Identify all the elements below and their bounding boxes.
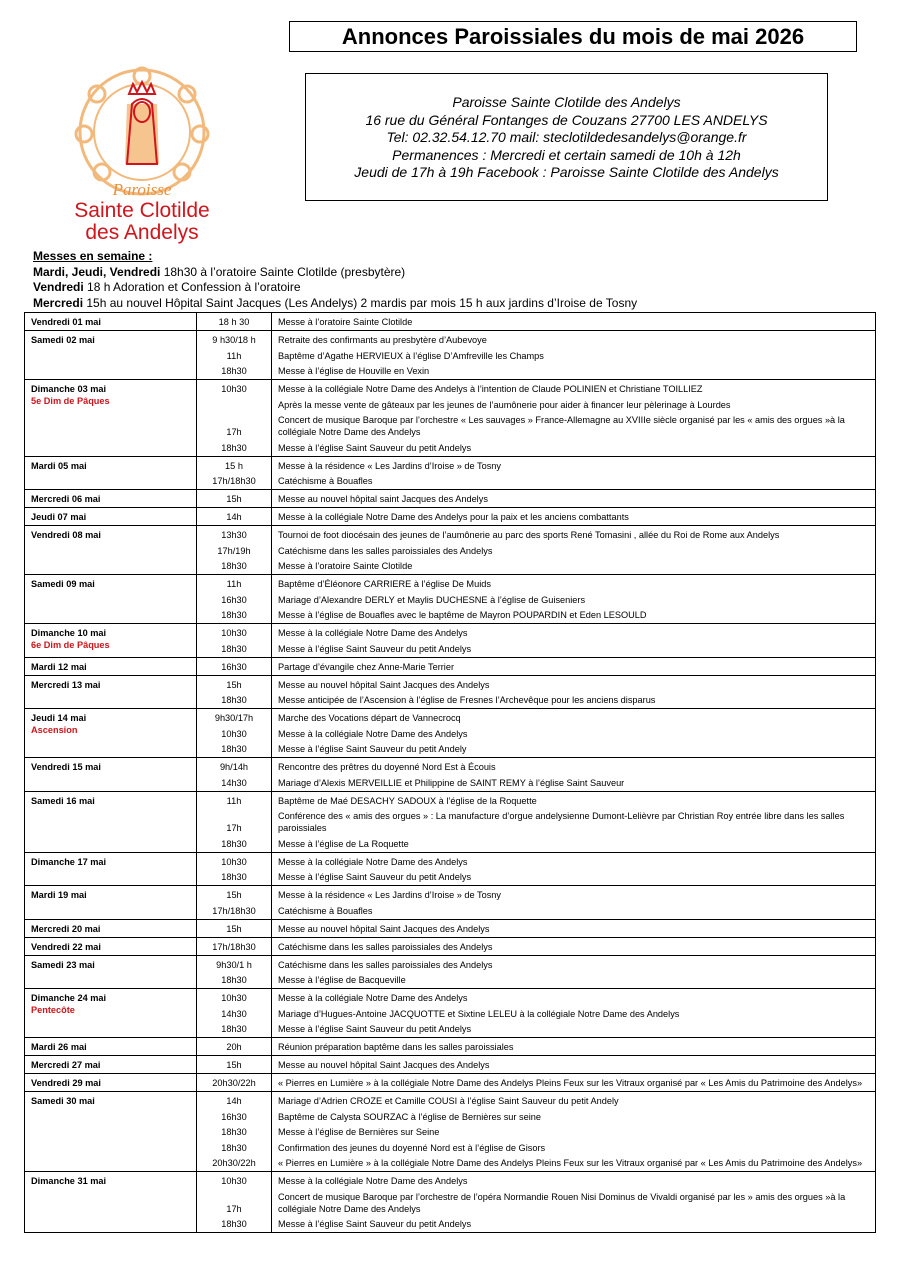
day-label: Vendredi 15 mai bbox=[31, 762, 101, 772]
event-time: 9 h30/18 h bbox=[212, 335, 256, 345]
day-label: Samedi 16 mai bbox=[31, 795, 95, 806]
event-description: Messe à la collégiale Notre Dame des Andelys bbox=[278, 728, 468, 739]
day-cell bbox=[25, 508, 197, 526]
table-row bbox=[25, 955, 876, 989]
time-cell bbox=[197, 313, 272, 331]
event-time: 17h bbox=[226, 427, 242, 437]
table-row bbox=[25, 919, 876, 937]
event-description: Conférence des « amis des orgues » : La manufacture d’orgue andelysienne Dumont-Lelièvre par Christian Roy entrée libre dans les salles paroissiales bbox=[278, 811, 845, 833]
table-row bbox=[25, 1056, 876, 1074]
logo-line2: Sainte Clotilde bbox=[74, 199, 210, 222]
event-description: Marche des Vocations départ de Vannecrocq bbox=[278, 713, 461, 723]
table-row bbox=[25, 1092, 876, 1172]
weekday-line bbox=[33, 280, 637, 296]
day-cell bbox=[25, 331, 197, 380]
event-time: 18h30 bbox=[221, 610, 247, 620]
event-time: 18h30 bbox=[221, 1219, 247, 1229]
description-cell bbox=[272, 791, 876, 852]
table-row bbox=[25, 758, 876, 792]
table-row bbox=[25, 1038, 876, 1056]
event-description: Messe au nouvel hôpital Saint Jacques des Andelys bbox=[278, 1060, 490, 1070]
event-time: 17h bbox=[226, 823, 242, 833]
event-description: Messe à l’église de La Roquette bbox=[278, 838, 409, 849]
table-row bbox=[25, 989, 876, 1038]
day-label: Mardi 19 mai bbox=[31, 890, 87, 900]
event-description: Mariage d’Hugues-Antoine JACQUOTTE et Sixtine LELEU à la collégiale Notre Dame des Andelys bbox=[278, 1008, 680, 1019]
event-time: 16h30 bbox=[221, 661, 247, 672]
day-cell bbox=[25, 709, 197, 758]
time-cell bbox=[197, 508, 272, 526]
event-description: Messe à l’église de Bouafles avec le baptême de Mayron POUPARDIN et Eden LESOULD bbox=[278, 610, 647, 620]
event-description: Messe au nouvel hôpital Saint Jacques des Andelys bbox=[278, 923, 490, 934]
table-row bbox=[25, 456, 876, 490]
day-label: Mardi 05 mai bbox=[31, 460, 87, 471]
logo-line3: des Andelys bbox=[85, 221, 199, 244]
day-label: Mercredi 27 mai bbox=[31, 1060, 101, 1070]
weekday-day: Vendredi bbox=[33, 280, 84, 294]
table-row bbox=[25, 1074, 876, 1092]
day-cell bbox=[25, 456, 197, 490]
rose-window-icon bbox=[47, 64, 237, 244]
weekday-line bbox=[33, 265, 637, 281]
contact-line: Permanences : Mercredi et certain samedi de 10h à 12h bbox=[392, 146, 741, 163]
time-cell bbox=[197, 852, 272, 886]
event-description: Messe à la collégiale Notre Dame des Andelys bbox=[278, 628, 468, 638]
day-label: Vendredi 29 mai bbox=[31, 1078, 101, 1088]
day-label: Dimanche 10 mai bbox=[31, 628, 107, 638]
event-time: 18h30 bbox=[221, 744, 247, 754]
event-description: Concert de musique Baroque par l’orchestre « Les sauvages » France-Allemagne au XVIIIe siècle organisé par les « amis des orgues »à la collégiale Notre Dame des Andelys bbox=[278, 415, 845, 437]
day-cell bbox=[25, 937, 197, 955]
contact-line: Jeudi de 17h à 19h Facebook : Paroisse Sainte Clotilde des Andelys bbox=[354, 164, 779, 180]
table-row bbox=[25, 490, 876, 508]
time-cell bbox=[197, 937, 272, 955]
description-cell bbox=[272, 989, 876, 1038]
event-description: Messe à l’église de Bernières sur Seine bbox=[278, 1127, 440, 1137]
table-row bbox=[25, 791, 876, 852]
event-description: Messe à l’église Saint Sauveur du petit Andelys bbox=[278, 872, 472, 882]
event-description: Mariage d’Alexis MERVEILLIE et Philippine de SAINT REMY à l’église Saint Sauveur bbox=[278, 777, 625, 788]
event-description: Messe à l’église Saint Sauveur du petit Andelys bbox=[278, 1219, 472, 1229]
description-cell bbox=[272, 1038, 876, 1056]
contact-box bbox=[305, 73, 828, 201]
description-cell bbox=[272, 380, 876, 457]
parish-logo bbox=[47, 64, 237, 244]
table-row bbox=[25, 675, 876, 709]
event-time: 11h bbox=[226, 350, 242, 361]
event-time: 17h bbox=[226, 1203, 242, 1214]
event-description: Catéchisme à Bouafles bbox=[278, 905, 373, 916]
event-time: 17h/18h30 bbox=[212, 905, 256, 916]
day-cell bbox=[25, 919, 197, 937]
event-description: Messe à l’église de Bacqueville bbox=[278, 975, 406, 985]
day-cell bbox=[25, 1172, 197, 1233]
event-time: 20h bbox=[226, 1042, 242, 1052]
day-cell bbox=[25, 1038, 197, 1056]
day-label: Dimanche 03 mai bbox=[31, 384, 107, 394]
table-row bbox=[25, 1172, 876, 1233]
day-cell bbox=[25, 1056, 197, 1074]
time-cell bbox=[197, 490, 272, 508]
event-time: 17h/18h30 bbox=[212, 941, 256, 952]
event-description: Messe à la collégiale Notre Dame des Andelys bbox=[278, 1176, 468, 1186]
event-time: 18h30 bbox=[221, 975, 247, 985]
description-cell bbox=[272, 955, 876, 989]
day-label: Jeudi 07 mai bbox=[31, 512, 87, 522]
description-cell bbox=[272, 331, 876, 380]
day-cell bbox=[25, 380, 197, 457]
event-time: 18h30 bbox=[221, 695, 247, 705]
event-time: 17h/18h30 bbox=[212, 476, 256, 486]
day-label: Dimanche 24 mai bbox=[31, 993, 107, 1003]
event-time: 14h bbox=[226, 1096, 242, 1106]
description-cell bbox=[272, 1172, 876, 1233]
event-time: 18 h 30 bbox=[218, 317, 250, 327]
event-time: 9h30/17h bbox=[214, 713, 254, 723]
description-cell bbox=[272, 1092, 876, 1172]
event-description: Messe à la collégiale Notre Dame des Andelys pour la paix et les anciens combattants bbox=[278, 512, 629, 522]
event-time: 18h30 bbox=[221, 442, 247, 453]
day-cell bbox=[25, 624, 197, 658]
day-cell bbox=[25, 791, 197, 852]
table-row bbox=[25, 380, 876, 457]
event-description: Messe à l’oratoire Sainte Clotilde bbox=[278, 317, 413, 327]
table-row bbox=[25, 852, 876, 886]
table-row bbox=[25, 508, 876, 526]
description-cell bbox=[272, 886, 876, 920]
event-time: 18h30 bbox=[221, 561, 247, 571]
event-time: 15 h bbox=[225, 460, 243, 471]
event-description: Messe à l’église de Houville en Vexin bbox=[278, 366, 430, 376]
day-label: Mercredi 13 mai bbox=[31, 679, 101, 690]
weekday-day: Mercredi bbox=[33, 295, 84, 310]
description-cell bbox=[272, 526, 876, 575]
event-time bbox=[203, 399, 265, 411]
time-cell bbox=[197, 1172, 272, 1233]
event-description: Après la messe vente de gâteaux par les jeunes de l’aumônerie pour aider à financer leur pèlerinage à Lourdes bbox=[278, 399, 731, 410]
page-title: Annonces Paroissiales du mois de mai 2026 bbox=[289, 21, 857, 52]
day-label: Samedi 02 mai bbox=[31, 335, 95, 345]
description-cell bbox=[272, 709, 876, 758]
event-description: Catéchisme à Bouafles bbox=[278, 476, 373, 486]
event-time: 9h/14h bbox=[219, 762, 249, 772]
description-cell bbox=[272, 675, 876, 709]
event-description: Mariage d’Adrien CROZE et Camille COUSI à l’église Saint Sauveur du petit Andely bbox=[278, 1096, 619, 1106]
description-cell bbox=[272, 1056, 876, 1074]
event-description: « Pierres en Lumière » à la collégiale Notre Dame des Andelys Pleins Feux sur les Vitraux organisé par « Les Amis du Patrimoine des Andelys» bbox=[278, 1078, 863, 1088]
time-cell bbox=[197, 989, 272, 1038]
event-time: 18h30 bbox=[221, 366, 247, 376]
description-cell bbox=[272, 657, 876, 675]
day-cell bbox=[25, 490, 197, 508]
description-cell bbox=[272, 624, 876, 658]
event-time: 18h30 bbox=[221, 838, 247, 849]
event-description: « Pierres en Lumière » à la collégiale Notre Dame des Andelys Pleins Feux sur les Vitraux organisé par « Les Amis du Patrimoine des Andelys» bbox=[278, 1158, 863, 1168]
time-cell bbox=[197, 955, 272, 989]
event-time: 16h30 bbox=[221, 594, 247, 605]
event-time: 16h30 bbox=[221, 1111, 247, 1122]
time-cell bbox=[197, 1038, 272, 1056]
time-cell bbox=[197, 886, 272, 920]
liturgical-day: Ascension bbox=[31, 725, 78, 735]
event-time: 20h30/22h bbox=[212, 1158, 256, 1168]
day-cell bbox=[25, 886, 197, 920]
weekday-text: 18h30 à l’oratoire Sainte Clotilde (presbytère) bbox=[160, 264, 406, 279]
event-time: 14h30 bbox=[221, 1008, 247, 1019]
time-cell bbox=[197, 624, 272, 658]
table-row bbox=[25, 886, 876, 920]
time-cell bbox=[197, 791, 272, 852]
time-cell bbox=[197, 331, 272, 380]
time-cell bbox=[197, 1056, 272, 1074]
description-cell bbox=[272, 919, 876, 937]
day-cell bbox=[25, 657, 197, 675]
event-description: Messe à la résidence « Les Jardins d’Iroise » de Tosny bbox=[278, 890, 502, 900]
time-cell bbox=[197, 1092, 272, 1172]
event-time: 10h30 bbox=[221, 728, 247, 739]
event-time: 14h bbox=[226, 512, 242, 522]
day-cell bbox=[25, 675, 197, 709]
event-description: Messe à l’oratoire Sainte Clotilde bbox=[278, 561, 413, 571]
day-label: Mercredi 20 mai bbox=[31, 923, 101, 934]
event-description: Catéchisme dans les salles paroissiales des Andelys bbox=[278, 941, 493, 952]
event-description: Partage d’évangile chez Anne-Marie Terrier bbox=[278, 661, 455, 672]
time-cell bbox=[197, 657, 272, 675]
event-description: Messe au nouvel hôpital Saint Jacques des Andelys bbox=[278, 679, 490, 690]
time-cell bbox=[197, 675, 272, 709]
description-cell bbox=[272, 758, 876, 792]
event-time: 18h30 bbox=[221, 872, 247, 882]
day-cell bbox=[25, 955, 197, 989]
event-time: 15h bbox=[226, 679, 242, 690]
weekday-heading: Messes en semaine : bbox=[33, 249, 153, 263]
event-description: Messe à la collégiale Notre Dame des Andelys bbox=[278, 856, 468, 867]
day-label: Jeudi 14 mai bbox=[31, 713, 87, 723]
table-row bbox=[25, 313, 876, 331]
day-label: Samedi 23 mai bbox=[31, 959, 95, 970]
table-row bbox=[25, 526, 876, 575]
weekday-masses bbox=[33, 249, 637, 311]
weekday-text: 15h au nouvel Hôpital Saint Jacques (Les Andelys) 2 mardis par mois 15 h aux jardins d’Iroise de Tosny bbox=[83, 295, 638, 310]
event-description: Tournoi de foot diocésain des jeunes de l’aumônerie au parc des sports René Tomasini , allée du Roi de Rome aux Andelys bbox=[278, 530, 780, 540]
day-cell bbox=[25, 758, 197, 792]
day-label: Mardi 26 mai bbox=[31, 1042, 87, 1052]
contact-line: Paroisse Sainte Clotilde des Andelys bbox=[452, 94, 681, 110]
table-row bbox=[25, 709, 876, 758]
event-time: 15h bbox=[226, 494, 242, 504]
day-label: Vendredi 01 mai bbox=[31, 317, 101, 327]
description-cell bbox=[272, 1074, 876, 1092]
event-description: Messe à la collégiale Notre Dame des Andelys à l’intention de Claude POLINIEN et Christiane TOILLIEZ bbox=[278, 384, 703, 394]
day-cell bbox=[25, 989, 197, 1038]
event-time: 11h bbox=[226, 795, 242, 806]
time-cell bbox=[197, 380, 272, 457]
event-time: 10h30 bbox=[221, 856, 247, 867]
time-cell bbox=[197, 526, 272, 575]
description-cell bbox=[272, 508, 876, 526]
event-description: Confirmation des jeunes du doyenné Nord est à l’église de Gisors bbox=[278, 1142, 546, 1153]
table-row bbox=[25, 331, 876, 380]
day-cell bbox=[25, 526, 197, 575]
event-description: Rencontre des prêtres du doyenné Nord Est à Écouis bbox=[278, 762, 496, 772]
contact-line: 16 rue du Général Fontanges de Couzans 27700 LES ANDELYS bbox=[365, 111, 768, 128]
description-cell bbox=[272, 313, 876, 331]
event-time: 9h30/1 h bbox=[216, 959, 252, 970]
liturgical-day: 5e Dim de Pâques bbox=[31, 396, 110, 406]
event-time: 10h30 bbox=[221, 1176, 247, 1186]
day-cell bbox=[25, 575, 197, 624]
event-time: 13h30 bbox=[221, 530, 247, 540]
event-time: 14h30 bbox=[221, 777, 247, 788]
day-label: Mercredi 06 mai bbox=[31, 494, 101, 504]
event-description: Catéchisme dans les salles paroissiales des Andelys bbox=[278, 959, 493, 970]
contact-line: Tel: 02.32.54.12.70 mail: steclotildedesandelys@orange.fr bbox=[386, 129, 747, 145]
day-label: Dimanche 31 mai bbox=[31, 1176, 107, 1186]
event-time: 10h30 bbox=[221, 628, 247, 638]
event-description: Messe à l’église Saint Sauveur du petit Andely bbox=[278, 744, 467, 754]
liturgical-day: Pentecôte bbox=[31, 1005, 75, 1015]
day-label: Mardi 12 mai bbox=[31, 661, 87, 672]
event-time: 10h30 bbox=[221, 384, 247, 394]
event-time: 15h bbox=[226, 923, 242, 934]
time-cell bbox=[197, 1074, 272, 1092]
day-label: Samedi 30 mai bbox=[31, 1096, 95, 1106]
event-time: 20h30/22h bbox=[212, 1078, 256, 1088]
event-description: Baptême de Calysta SOURZAC à l’église de Bernières sur seine bbox=[278, 1111, 541, 1122]
event-time: 10h30 bbox=[221, 993, 247, 1003]
event-time: 15h bbox=[226, 1060, 242, 1070]
event-description: Baptême d’Éléonore CARRIERE à l’église De Muids bbox=[278, 579, 491, 589]
event-time: 17h/19h bbox=[217, 545, 251, 556]
event-description: Catéchisme dans les salles paroissiales des Andelys bbox=[278, 545, 493, 556]
event-time: 15h bbox=[226, 890, 242, 900]
event-time: 11h bbox=[226, 579, 242, 589]
event-time: 18h30 bbox=[221, 1142, 247, 1153]
event-description: Baptême d’Agathe HERVIEUX à l’église D’Amfreville les Champs bbox=[278, 350, 544, 361]
event-description: Messe à l’église Saint Sauveur du petit Andelys bbox=[278, 442, 472, 453]
day-cell bbox=[25, 852, 197, 886]
event-time: 18h30 bbox=[221, 643, 247, 654]
description-cell bbox=[272, 575, 876, 624]
event-description: Concert de musique Baroque par l’orchestre de l’opéra Normandie Rouen Nisi Dominus de Vivaldi organisé par les » amis des orgues »à la collégiale Notre Dame des Andelys bbox=[278, 1191, 846, 1214]
day-cell bbox=[25, 1092, 197, 1172]
day-cell bbox=[25, 1074, 197, 1092]
day-label: Samedi 09 mai bbox=[31, 579, 95, 589]
schedule-table bbox=[24, 312, 876, 1233]
event-description: Messe anticipée de l’Ascension à l’église de Fresnes l’Archevêque pour les anciens disparus bbox=[278, 695, 656, 705]
event-time: 18h30 bbox=[221, 1024, 247, 1034]
weekday-day: Mardi, Jeudi, Vendredi bbox=[33, 264, 161, 279]
description-cell bbox=[272, 456, 876, 490]
event-description: Messe à l’église Saint Sauveur du petit Andelys bbox=[278, 643, 472, 654]
day-label: Vendredi 22 mai bbox=[31, 941, 101, 952]
event-time: 18h30 bbox=[221, 1127, 247, 1137]
event-description: Messe au nouvel hôpital saint Jacques des Andelys bbox=[278, 494, 488, 504]
event-description: Mariage d’Alexandre DERLY et Maylis DUCHESNE à l’église de Guiseniers bbox=[278, 594, 586, 605]
event-description: Messe à la résidence « Les Jardins d’Iroise » de Tosny bbox=[278, 460, 502, 471]
logo-line1: Paroisse bbox=[112, 180, 172, 199]
event-description: Messe à la collégiale Notre Dame des Andelys bbox=[278, 993, 468, 1003]
event-description: Réunion préparation baptême dans les salles paroissiales bbox=[278, 1042, 514, 1052]
description-cell bbox=[272, 937, 876, 955]
event-description: Messe à l’église Saint Sauveur du petit Andelys bbox=[278, 1024, 472, 1034]
liturgical-day: 6e Dim de Pâques bbox=[31, 640, 110, 650]
weekday-text: 18 h Adoration et Confession à l’oratoire bbox=[83, 280, 301, 294]
table-row bbox=[25, 575, 876, 624]
time-cell bbox=[197, 709, 272, 758]
time-cell bbox=[197, 758, 272, 792]
table-row bbox=[25, 937, 876, 955]
event-description: Retraite des confirmants au presbytère d’Aubevoye bbox=[278, 335, 487, 345]
table-row bbox=[25, 624, 876, 658]
description-cell bbox=[272, 852, 876, 886]
weekday-line bbox=[33, 296, 637, 312]
time-cell bbox=[197, 456, 272, 490]
day-label: Dimanche 17 mai bbox=[31, 856, 107, 867]
day-cell bbox=[25, 313, 197, 331]
description-cell bbox=[272, 490, 876, 508]
day-label: Vendredi 08 mai bbox=[31, 530, 101, 540]
time-cell bbox=[197, 575, 272, 624]
event-description: Baptême de Maé DESACHY SADOUX à l’église de la Roquette bbox=[278, 795, 537, 806]
table-row bbox=[25, 657, 876, 675]
time-cell bbox=[197, 919, 272, 937]
